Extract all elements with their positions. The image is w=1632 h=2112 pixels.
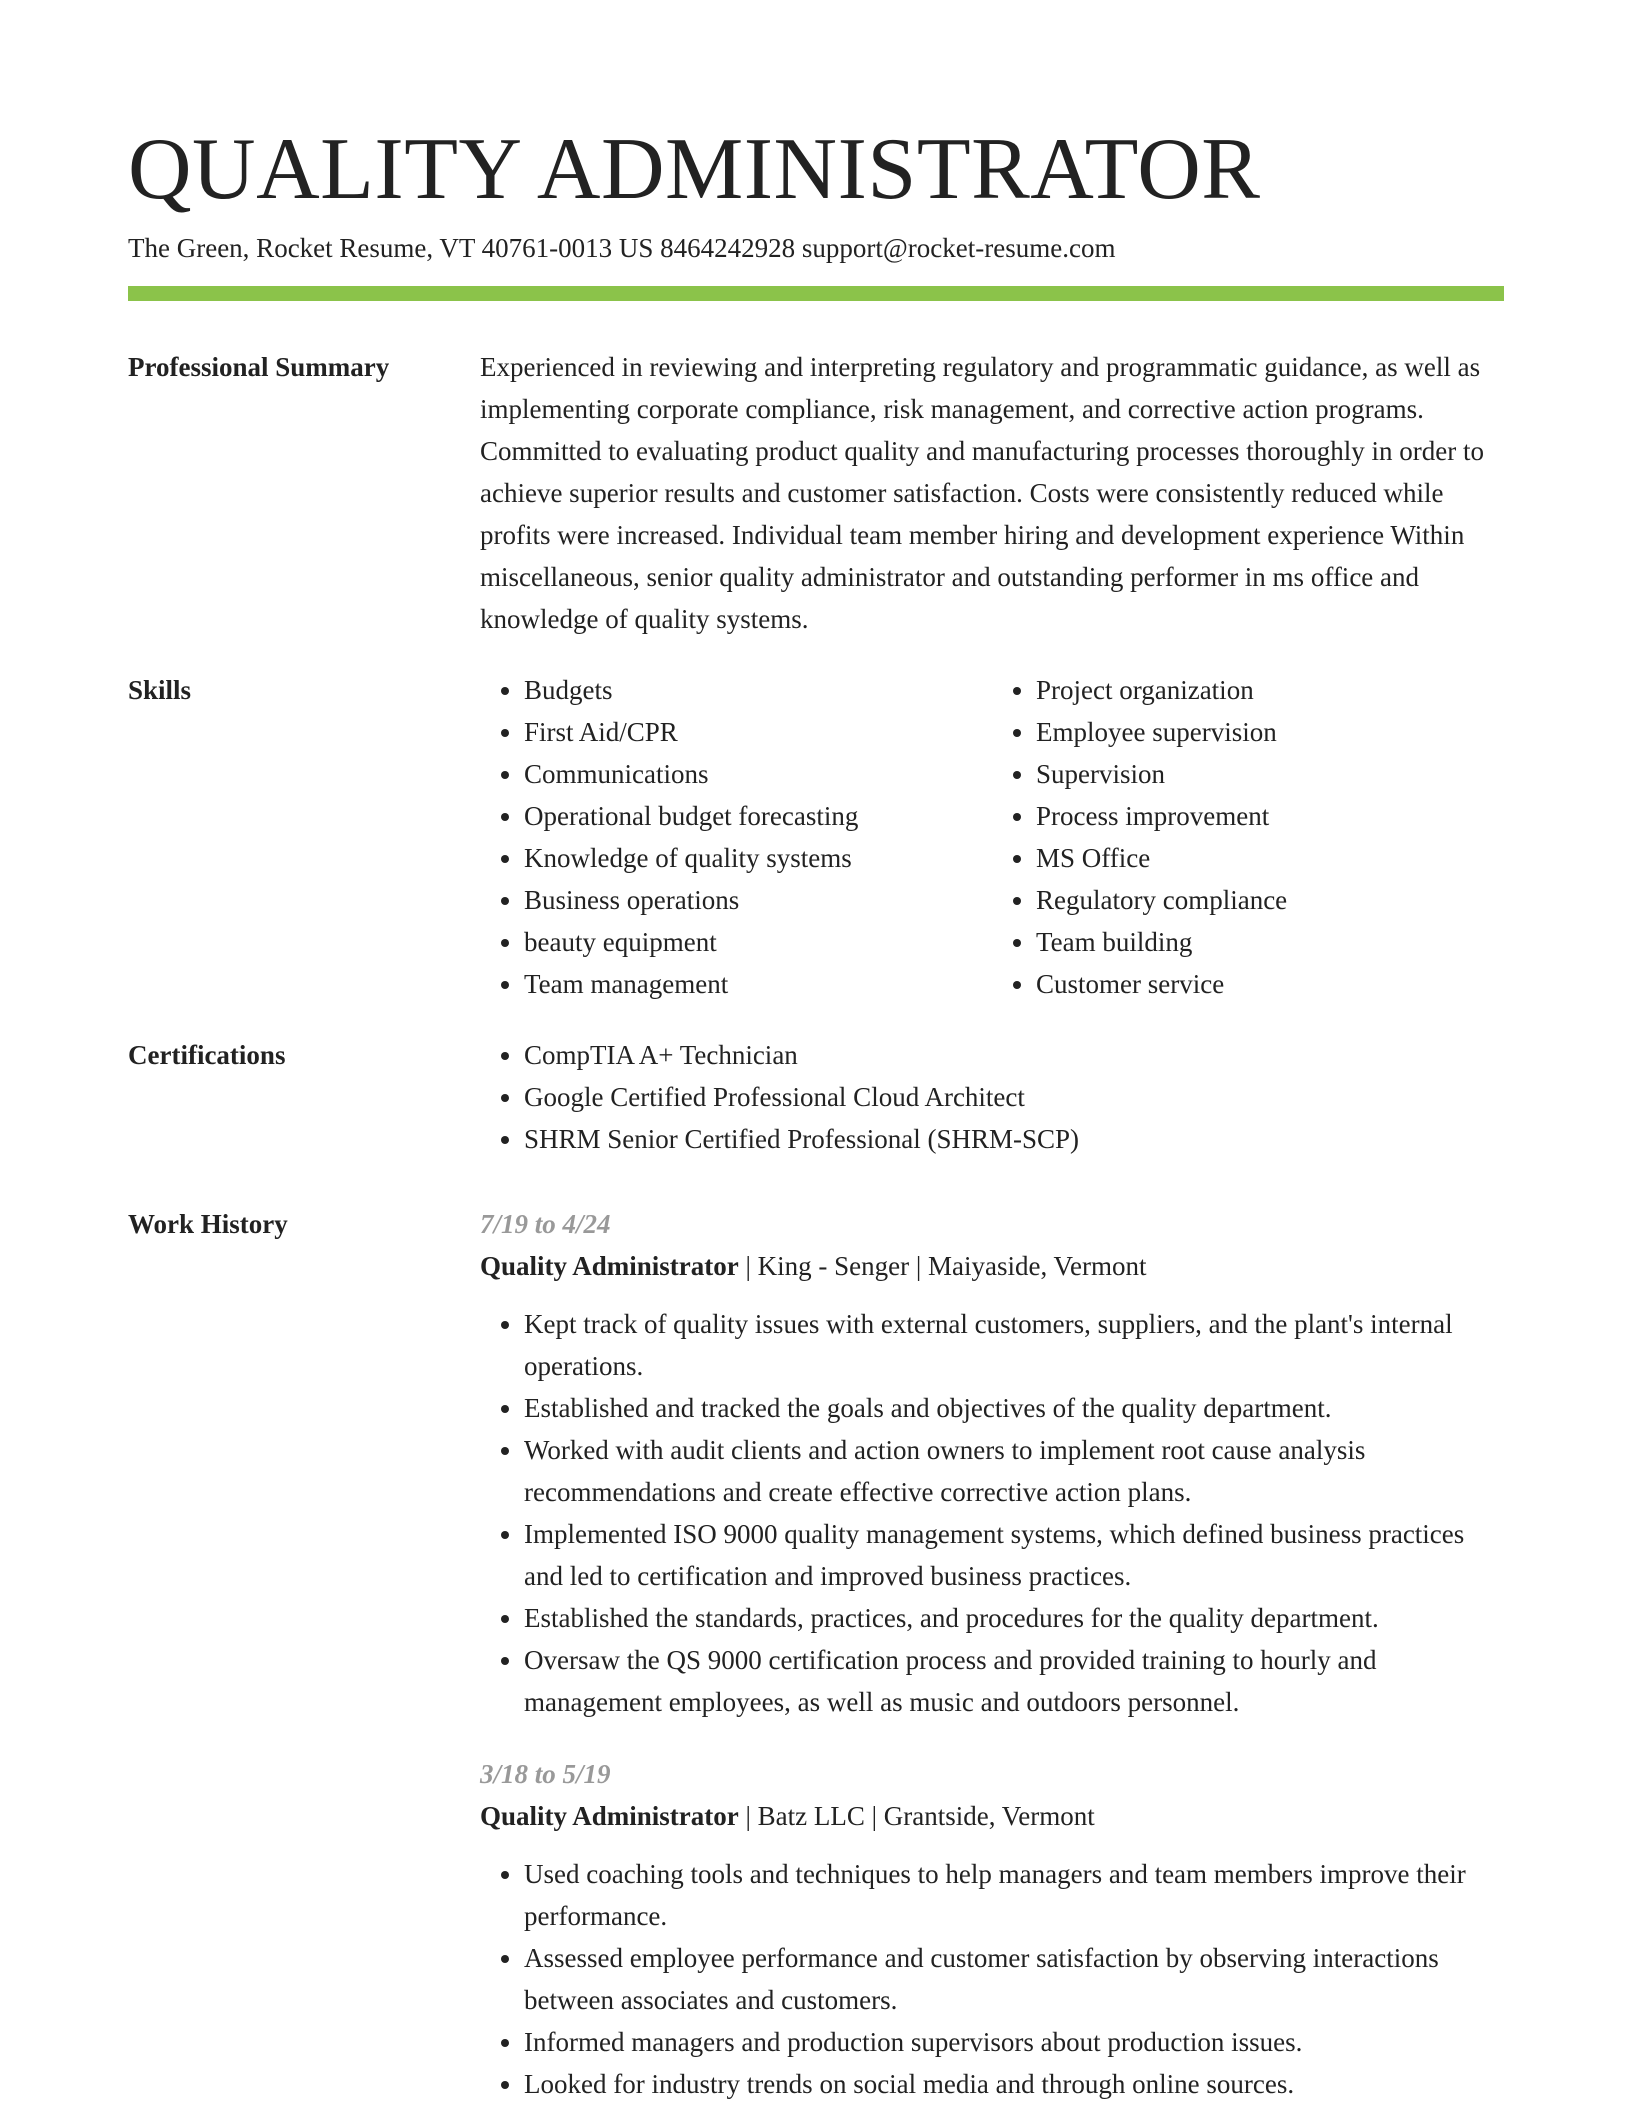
- job-role-line: [480, 1245, 1504, 1287]
- skills-list-left: [480, 669, 992, 1005]
- skill-item: • Employee supervision: [1036, 711, 1504, 753]
- skills-list-right: [992, 669, 1504, 1005]
- job-bullet: • Worked with audit clients and action owners to implement root cause analysis recommendations and create effective corrective action plans.: [524, 1429, 1504, 1513]
- skills-heading: Skills: [128, 675, 192, 705]
- contact-address: The Green, Rocket Resume, VT 40761-0013 US: [128, 233, 654, 263]
- contact-line: [128, 230, 1115, 266]
- job-bullet: • Informed managers and production supervisors about production issues.: [524, 2021, 1504, 2063]
- skill-item: • beauty equipment: [524, 921, 992, 963]
- job-bullet: • Used coaching tools and techniques to help managers and team members improve their performance.: [524, 1853, 1504, 1937]
- skill-item: • Regulatory compliance: [1036, 879, 1504, 921]
- certification-item: • Google Certified Professional Cloud Architect: [524, 1076, 1504, 1118]
- summary-body: [480, 346, 1504, 640]
- contact-phone: 8464242928: [660, 233, 796, 263]
- job-bullets: [480, 1853, 1504, 2105]
- certification-item: • CompTIA A+ Technician: [524, 1034, 1504, 1076]
- skill-item: • Business operations: [524, 879, 992, 921]
- job-title: Quality Administrator: [480, 1251, 739, 1281]
- job-bullet: • Kept track of quality issues with external customers, suppliers, and the plant's internal operations.: [524, 1303, 1504, 1387]
- header-divider: [128, 286, 1504, 301]
- job-company-location: | King - Senger | Maiyaside, Vermont: [738, 1251, 1147, 1281]
- certifications-heading: Certifications: [128, 1040, 286, 1070]
- skill-item: • Project organization: [1036, 669, 1504, 711]
- resume-name: QUALITY ADMINISTRATOR: [128, 121, 1261, 218]
- job-bullet: • Oversaw the QS 9000 certification process and provided training to hourly and management employees, as well as music and outdoors personnel.: [524, 1639, 1504, 1723]
- summary-text: Experienced in reviewing and interpreting regulatory and programmatic guidance, as well as implementing corporate compliance, risk management, and corrective action programs. Committed to evaluating product quality and manufacturing processes thoroughly in order to achieve superior results and customer satisfaction. Costs were consistently reduced while profits were increased. Individual team member hiring and development experience Within miscellaneous, senior quality administrator and outstanding performer in ms office and knowledge of quality systems.: [480, 352, 1485, 634]
- job-bullet: • Looked for industry trends on social media and through online sources.: [524, 2063, 1504, 2105]
- skill-item: • Team management: [524, 963, 992, 1005]
- job-title: Quality Administrator: [480, 1801, 739, 1831]
- skill-item: • Customer service: [1036, 963, 1504, 1005]
- skill-item: • Budgets: [524, 669, 992, 711]
- contact-email: support@rocket-resume.com: [801, 233, 1116, 263]
- skill-item: • MS Office: [1036, 837, 1504, 879]
- job-bullet: • Implemented ISO 9000 quality management systems, which defined business practices and led to certification and improved business practices.: [524, 1513, 1504, 1597]
- summary-heading: Professional Summary: [128, 352, 390, 382]
- job-entry: [480, 1203, 1504, 1723]
- skill-item: • Communications: [524, 753, 992, 795]
- certifications-body: [480, 1034, 1504, 1160]
- job-bullet: • Established and tracked the goals and objectives of the quality department.: [524, 1387, 1504, 1429]
- skill-item: • Knowledge of quality systems: [524, 837, 992, 879]
- job-bullet: • Established the standards, practices, and procedures for the quality department.: [524, 1597, 1504, 1639]
- certification-item: • SHRM Senior Certified Professional (SHRM-SCP): [524, 1118, 1504, 1160]
- skills-columns: [480, 669, 1504, 1005]
- job-dates: 3/18 to 5/19: [480, 1759, 611, 1789]
- job-company-location: | Batz LLC | Grantside, Vermont: [738, 1801, 1095, 1831]
- skill-item: • Team building: [1036, 921, 1504, 963]
- job-bullets: [480, 1303, 1504, 1723]
- job-entry: [480, 1753, 1504, 2105]
- certifications-list: [480, 1034, 1504, 1160]
- job-bullet: • Assessed employee performance and customer satisfaction by observing interactions between associates and customers.: [524, 1937, 1504, 2021]
- skill-item: • Operational budget forecasting: [524, 795, 992, 837]
- skill-item: • Supervision: [1036, 753, 1504, 795]
- work-history-heading: Work History: [128, 1209, 288, 1239]
- skill-item: • Process improvement: [1036, 795, 1504, 837]
- work-history-body: [480, 1203, 1504, 2105]
- skill-item: • First Aid/CPR: [524, 711, 992, 753]
- job-role-line: [480, 1795, 1504, 1837]
- job-dates: 7/19 to 4/24: [480, 1209, 611, 1239]
